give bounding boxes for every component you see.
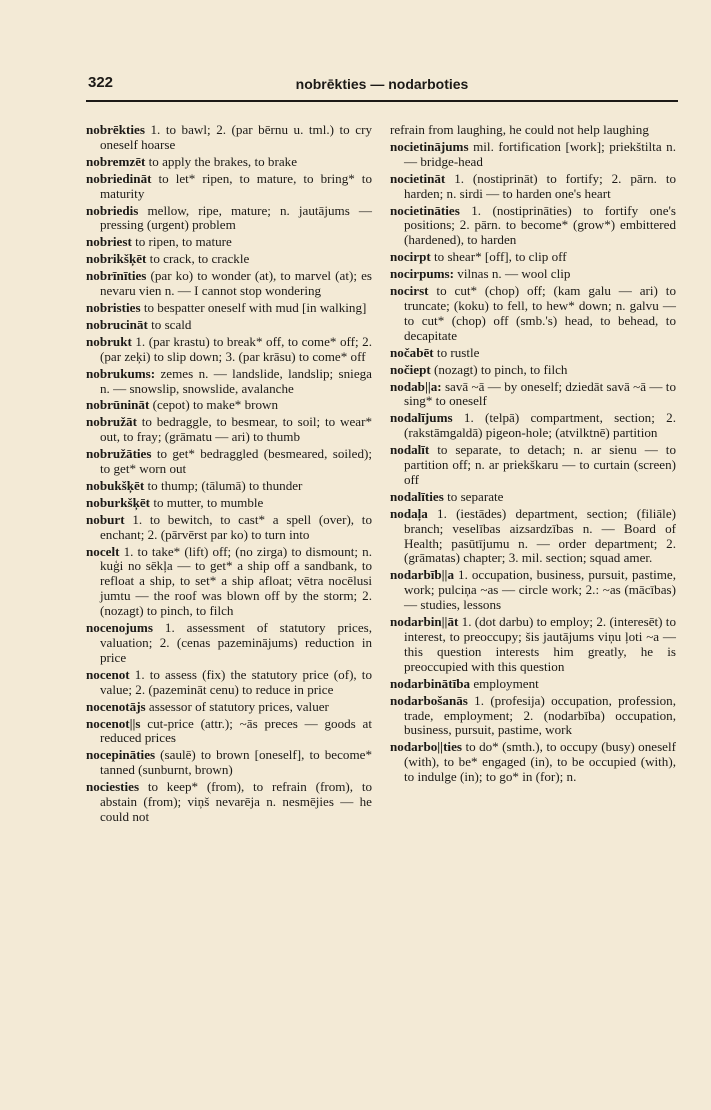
dictionary-entry	[390, 740, 676, 785]
dictionary-entry	[86, 172, 372, 202]
dictionary-entry	[86, 204, 372, 234]
entry-definition: to bedraggle, to besmear, to soil; to wear* out, to fray; (grāmatu — ari) to thumb	[100, 414, 372, 445]
dictionary-entry	[390, 346, 676, 361]
entry-headword: nocenotājs	[86, 698, 146, 714]
dictionary-entry	[86, 155, 372, 170]
entry-headword: nocenot||s	[86, 715, 141, 731]
entry-headword: nodarbinātība	[390, 675, 471, 691]
entry-headword: nobriedināt	[86, 170, 152, 186]
entry-definition: to separate, to detach; n. ar sienu — to partition off; n. ar priekškaru — to curtain (screen) off	[404, 442, 676, 487]
dictionary-entry	[86, 335, 372, 365]
dictionary-entry	[390, 411, 676, 441]
header-rule	[86, 100, 678, 102]
entry-headword: nocietinājums	[390, 138, 469, 154]
entry-headword: nočabēt	[390, 344, 434, 360]
entry-headword: nobrūnināt	[86, 397, 150, 413]
dictionary-entry	[86, 621, 372, 666]
entry-definition: to separate	[443, 488, 504, 504]
entry-headword: nodalījums	[390, 410, 453, 426]
entry-headword: nobrucināt	[86, 316, 148, 332]
entry-definition: to ripen, to mature	[131, 234, 232, 250]
dictionary-entry	[86, 318, 372, 333]
dictionary-entry	[86, 717, 372, 747]
entry-definition: (par ko) to wonder (at), to marvel (at); es nevaru vien n. — I cannot stop wondering	[100, 268, 372, 299]
entry-definition: 1. to bewitch, to cast* a spell (over), to enchant; 2. (pārvērst par ko) to turn into	[100, 511, 372, 542]
entry-headword: nociesties	[86, 779, 140, 795]
entry-headword: nodalīties	[390, 488, 444, 504]
dictionary-entry	[390, 204, 676, 249]
entry-headword: nodarbošanās	[390, 692, 468, 708]
dictionary-entry	[86, 398, 372, 413]
entry-headword: nodarbin||āt	[390, 614, 459, 630]
entry-definition: mil. fortification [work]; priekštilta n. — bridge-head	[404, 138, 676, 169]
entry-definition: to rustle	[433, 344, 480, 360]
dictionary-entry	[390, 172, 676, 202]
entry-headword: nodab||a:	[390, 378, 442, 394]
dictionary-entry	[390, 284, 676, 344]
dictionary-entry	[86, 415, 372, 445]
right-column	[390, 123, 676, 787]
dictionary-entry	[390, 140, 676, 170]
entry-headword: nocirst	[390, 283, 429, 299]
entry-definition: refrain from laughing, he could not help laughing	[390, 122, 649, 137]
entry-definition: (saulē) to brown [oneself], to become* tanned (sunburnt, brown)	[100, 747, 372, 778]
entry-definition: 1. (telpā) compartment, section; 2. (rakstāmgaldā) pigeon-hole; (atvilktnē) partition	[404, 410, 676, 441]
entry-headword: nobrēkties	[86, 122, 145, 137]
entry-headword: noburt	[86, 511, 125, 527]
dictionary-entry	[86, 479, 372, 494]
dictionary-entry	[86, 301, 372, 316]
entry-definition: employment	[470, 675, 539, 691]
entry-headword: nobremzēt	[86, 153, 146, 169]
entry-headword: nocirpt	[390, 249, 431, 265]
dictionary-entry	[390, 677, 676, 692]
entry-headword: nobukšķēt	[86, 477, 145, 493]
dictionary-entry	[86, 123, 372, 153]
entry-definition: 1. to take* (lift) off; (no zirga) to dismount; n. kuģi no sēkļa — to get* a ship off a sandbank, to refloat a ship, to set* a ship afloat; vētra nocēlusi jumtu — the roof was blown off by the storm; 2. (nozagt) to pinch, to filch	[100, 543, 372, 619]
entry-headword: nobristies	[86, 299, 141, 315]
dictionary-entry	[390, 250, 676, 265]
dictionary-entry	[86, 780, 372, 825]
entry-headword: nobružāties	[86, 446, 152, 462]
entry-headword: noburkšķēt	[86, 494, 151, 510]
dictionary-entry	[390, 123, 676, 138]
dictionary-entry	[390, 443, 676, 488]
page-number: 322	[88, 74, 114, 91]
dictionary-entry	[390, 615, 676, 675]
dictionary-entry	[86, 367, 372, 397]
entry-headword: nocepināties	[86, 747, 156, 763]
entry-definition: 1. (profesija) occupation, profession, trade, employment; 2. (nodarbība) occupation, business, pursuit, pastime, work	[404, 692, 676, 738]
entry-definition: 1. (iestādes) department, section; (filiāle) branch; veselības aizsardzības n. — Board of Health; pasūtījumu n. — order department; 2. (grāmatas) chapter; 3. mil. section; squad amer.	[404, 505, 676, 566]
dictionary-entry	[390, 568, 676, 613]
entry-headword: nobriedis	[86, 202, 139, 218]
entry-headword: nocietināties	[390, 202, 460, 218]
entry-headword: nobriest	[86, 234, 132, 250]
entry-definition: 1. (dot darbu) to employ; 2. (interesēt) to interest, to preoccupy; šis jautājums viņu ļoti ~a — this question interests him greatly, he is preoccupied with this question	[404, 614, 676, 674]
entry-definition: to let* ripen, to mature, to bring* to maturity	[100, 170, 372, 201]
entry-definition: to cut* (chop) off; (kam galu — ari) to truncate; (koku) to fell, to hew* down; n. galvu — to cut* (chop) off (smb.'s) head, to behead, to decapitate	[404, 283, 676, 343]
entry-headword: nodaļa	[390, 505, 428, 521]
entry-headword: nobrīnīties	[86, 268, 147, 284]
entry-definition: (cepot) to make* brown	[149, 397, 279, 413]
entry-definition: cut-price (attr.); ~ās preces — goods at reduced prices	[100, 715, 372, 746]
entry-definition: to thump; (tālumā) to thunder	[144, 477, 303, 493]
dictionary-entry	[390, 694, 676, 739]
entry-definition: to crack, to crackle	[146, 251, 250, 267]
dictionary-entry	[86, 513, 372, 543]
entry-definition: 1. to assess (fix) the statutory price (of), to value; 2. (pazemināt cenu) to reduce in price	[100, 666, 372, 697]
dictionary-entry	[86, 447, 372, 477]
dictionary-entry	[86, 545, 372, 620]
entry-definition: to keep* (from), to refrain (from), to abstain (from); viņš nevarēja n. nesmējies — he could not	[100, 779, 372, 824]
entry-definition: to shear* [off], to clip off	[430, 249, 567, 265]
entry-definition: 1. (nostiprināt) to fortify; 2. pārn. to harden; n. sirdi — to harden one's heart	[404, 170, 676, 201]
entry-definition: 1. assessment of statutory prices, valuation; 2. (cenas pazeminājums) reduction in price	[100, 620, 372, 665]
entry-headword: nocirpums:	[390, 266, 455, 282]
dictionary-entry	[390, 490, 676, 505]
entry-definition: mellow, ripe, mature; n. jautājums — pressing (urgent) problem	[100, 202, 372, 233]
entry-definition: to apply the brakes, to brake	[145, 153, 298, 169]
entry-definition: to scald	[147, 316, 192, 332]
entry-definition: 1. occupation, business, pursuit, pastime, work; pulciņa ~as — circle work; 2.: ~as (mācības) — studies, lessons	[404, 567, 676, 613]
entry-definition: savā ~ā — by oneself; dziedāt savā ~ā — to sing* to oneself	[404, 378, 676, 409]
entry-headword: nobrukums:	[86, 365, 156, 381]
dictionary-entry	[390, 267, 676, 282]
entry-definition: 1. (nostiprināties) to fortify one's positions; 2. pārn. to become* (grow*) embittered (hardened), to harden	[404, 202, 676, 248]
entry-definition: 1. (par krastu) to break* off, to come* off; 2. (par zeķi) to slip down; 3. (par krāsu) to come* off	[100, 333, 372, 364]
dictionary-entry	[86, 235, 372, 250]
entry-definition: to mutter, to mumble	[150, 494, 264, 510]
entry-headword: nobrukt	[86, 333, 132, 349]
entry-headword: nodarbīb||a	[390, 567, 454, 583]
dictionary-entry	[86, 748, 372, 778]
dictionary-entry	[390, 507, 676, 567]
entry-headword: nocenojums	[86, 620, 153, 636]
dictionary-entry	[86, 269, 372, 299]
left-column	[86, 123, 372, 827]
entry-definition: assessor of statutory prices, valuer	[145, 698, 329, 714]
entry-definition: vilnas n. — wool clip	[454, 266, 571, 282]
entry-headword: nočiept	[390, 361, 431, 377]
entry-headword: nocelt	[86, 543, 120, 559]
entry-definition: (nozagt) to pinch, to filch	[430, 361, 568, 377]
entry-definition: 1. to bawl; 2. (par bērnu u. tml.) to cry oneself hoarse	[100, 122, 372, 152]
dictionary-entry	[86, 700, 372, 715]
page-header	[88, 72, 676, 96]
running-head: nobrēkties — nodarboties	[295, 76, 469, 92]
dictionary-entry	[86, 252, 372, 267]
entry-definition: zemes n. — landslide, landslip; sniega n. — snowslip, snowslide, avalanche	[100, 365, 372, 396]
dictionary-entry	[390, 363, 676, 378]
entry-definition: to do* (smth.), to occupy (busy) oneself (with), to be* engaged (in), to be occupied (with), to indulge (in); to go* in (for); n.	[404, 739, 676, 785]
dictionary-entry	[86, 668, 372, 698]
entry-definition: to bespatter oneself with mud [in walking]	[140, 299, 367, 315]
entry-headword: nocietināt	[390, 170, 446, 186]
entry-headword: nobrikšķēt	[86, 251, 147, 267]
entry-headword: nocenot	[86, 666, 130, 682]
entry-headword: nodalīt	[390, 442, 430, 458]
dictionary-entry	[390, 380, 676, 410]
dictionary-entry	[86, 496, 372, 511]
entry-headword: nobružāt	[86, 414, 137, 430]
entry-definition: to get* bedraggled (besmeared, soiled); to get* worn out	[100, 446, 372, 477]
entry-headword: nodarbo||ties	[390, 739, 462, 755]
